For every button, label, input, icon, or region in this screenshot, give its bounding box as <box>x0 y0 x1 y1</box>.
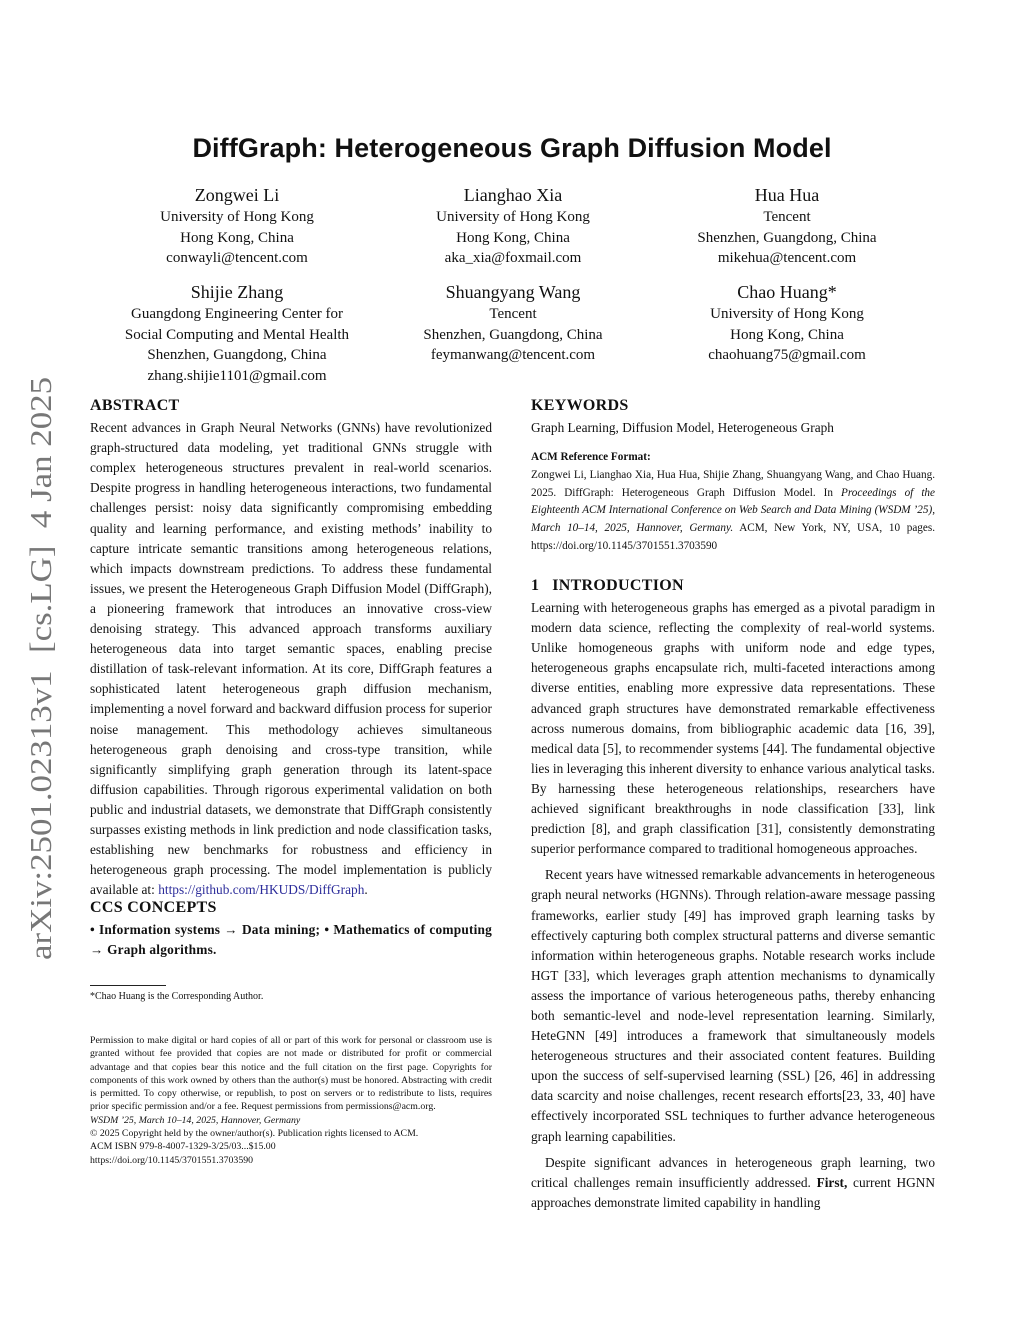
author-affiliation: University of Hong Kong <box>710 306 864 322</box>
introduction-heading: 1 INTRODUCTION <box>531 577 684 594</box>
author-location: Hong Kong, China <box>730 326 844 343</box>
author-block <box>627 183 947 269</box>
author-name: Hua Hua <box>754 185 820 205</box>
acm-reference-text <box>531 467 935 556</box>
footnote-rule <box>90 985 166 986</box>
author-block <box>77 280 397 386</box>
abstract-heading: ABSTRACT <box>90 397 180 414</box>
venue-line: WSDM ’25, March 10–14, 2025, Hannover, Germany <box>90 1114 301 1126</box>
acm-reference-section <box>531 449 935 556</box>
copyright-line: © 2025 Copyright held by the owner/author(s). Publication rights licensed to ACM. <box>90 1128 419 1140</box>
author-email: conwayli@tencent.com <box>166 250 308 266</box>
intro-paragraph: Learning with heterogeneous graphs has emerged as a pivotal paradigm in modern data science, reflecting the complexity of real-world systems. Unlike homogeneous graphs with uniform node and edge types, heterogeneous graphs encapsulate rich, multi-faceted interactions among diverse entities, enabling more expressive data representations. These advanced graph structures have demonstrated remarkable effectiveness across numerous domains, from bibliographic academic data [16, 39], medical data [5], to recommender systems [44]. The fundamental objective lies in leveraging this inherent diversity to enhance various analytical tasks. By harnessing these heterogeneous relationships, researchers have achieved significant breakthroughs in node classification [33], link prediction [8], and graph classification [31], consistently demonstrating superior performance compared to traditional homogeneous approaches. <box>531 600 935 857</box>
doi-line: https://doi.org/10.1145/3701551.3703590 <box>90 1154 254 1166</box>
abstract-body: Recent advances in Graph Neural Networks (GNNs) have revolutionized graph-structured data modeling, yet traditional GNNs struggle with complex heterogeneous structures prevalent in real-world scenarios. Despite progress in handling heterogeneous interactions, two fundamental challenges persist: noisy data significantly compromising embedding quality and learning performance, and existing methods’ inability to capture intricate semantic transitions among heterogeneous relations, which impacts downstream predictions. To address these fundamental issues, we present the Heterogeneous Graph Diffusion Model (DiffGraph), a pioneering framework that introduces an innovative cross-view denoising strategy. This advanced approach transforms auxiliary heterogeneous data into target semantic spaces, enabling precise distillation of task-relevant information. At its core, DiffGraph features a sophisticated latent heterogeneous graph diffusion mechanism, implementing a novel forward and backward diffusion process for superior noise management. This methodology achieves simultaneous heterogeneous graph denoising and cross-type transition, while significantly simplifying graph generation through its latent-space diffusion capabilities. Through rigorous experimental validation on both public and industrial datasets, we demonstrate that DiffGraph consistently surpasses existing methods in link prediction and node classification tasks, establishing new benchmarks for robustness and efficiency in heterogeneous graph processing. The model implementation is publicly available at: <box>90 420 492 898</box>
author-block <box>353 280 673 366</box>
author-name: Zongwei Li <box>194 185 280 205</box>
intro-p3-lead: Despite significant advances in heterogeneous graph learning, two critical challenges remain insufficiently addressed. <box>531 1154 935 1190</box>
author-email: zhang.shijie1101@gmail.com <box>147 367 327 384</box>
keywords-text: Graph Learning, Diffusion Model, Heterogeneous Graph <box>531 420 834 436</box>
author-location: Hong Kong, China <box>180 229 294 246</box>
paper-title: DiffGraph: Heterogeneous Graph Diffusion Model <box>192 133 832 163</box>
intro-p3-bold: First, <box>816 1174 848 1190</box>
abstract-end: . <box>364 882 368 898</box>
author-block <box>77 183 397 269</box>
acm-reference-authors: Zongwei Li, Lianghao Xia, Hua Hua, Shijie Zhang, Shuangyang Wang, and Chao Huang. 2025. DiffGraph: Heterogeneous Graph Diffusion Model. In <box>531 468 935 499</box>
intro-p3-tail: current HGNN approaches demonstrate limited capability in handling <box>531 1174 936 1210</box>
intro-paragraph: Recent years have witnessed remarkable advancements in heterogeneous graph neural networks (HGNNs). Through relation-aware message passing frameworks, earlier study [49] has improved graph learning tasks by effectively capturing both complex structural patterns and diverse semantic information within heterogeneous graphs. Notable research works include HGT [33], which leverages graph attention mechanisms to dynamically assess the importance of various heterogeneous paths, thereby enhancing both semantic-level and node-level representation learning. Similarly, HeteGNN [49] introduces a framework that simultaneously models heterogeneous structures and their associated content features. Building upon the success of self-supervised learning (SSL) [26, 46] in addressing data scarcity and noise challenges, recent research efforts[23, 33, 40] have effectively incorporated SSL techniques to further advance heterogeneous graph learning capabilities. <box>531 867 935 1144</box>
author-affiliation: Tencent <box>489 306 537 322</box>
author-name: Lianghao Xia <box>463 185 563 205</box>
author-affiliation: Tencent <box>763 209 811 225</box>
acm-reference-heading: ACM Reference Format: <box>531 451 651 463</box>
author-affiliation: University of Hong Kong <box>436 209 590 225</box>
arxiv-identifier-text: arXiv:2501.02313v1 [cs.LG] 4 Jan 2025 <box>23 441 58 960</box>
author-location: Hong Kong, China <box>456 229 570 246</box>
introduction-section <box>531 576 935 1213</box>
author-email: feymanwang@tencent.com <box>430 347 596 363</box>
author-affiliation: Social Computing and Mental Health <box>124 326 350 343</box>
author-email: chaohuang75@gmail.com <box>708 347 866 363</box>
acm-reference-tail: ACM, New York, NY, USA, 10 pages. https://doi.org/10.1145/3701551.3703590 <box>531 522 936 552</box>
author-name: Shijie Zhang <box>190 282 284 302</box>
abstract-section <box>90 396 492 900</box>
isbn-line: ACM ISBN 979-8-4007-1329-3/25/03...$15.00 <box>90 1141 276 1153</box>
acm-reference-proceedings: Proceedings of the Eighteenth ACM International Conference on Web Search and Data Mining (WSDM ’25), March 10–14, 2025, Hannover, Germany. <box>531 486 935 535</box>
author-block <box>353 183 673 269</box>
author-affiliation: Guangdong Engineering Center for <box>130 306 344 322</box>
footnote: *Chao Huang is the Corresponding Author. <box>90 991 264 1002</box>
keywords-heading: KEYWORDS <box>531 397 629 414</box>
author-location: Shenzhen, Guangdong, China <box>147 347 327 363</box>
author-block <box>627 280 947 366</box>
code-link[interactable]: https://github.com/HKUDS/DiffGraph <box>158 882 365 898</box>
ccs-text: • Information systems → Data mining; • Mathematics of computing → Graph algorithms. <box>90 922 492 958</box>
intro-paragraph <box>531 1153 935 1213</box>
author-email: mikehua@tencent.com <box>717 250 857 266</box>
abstract-text <box>90 418 492 900</box>
arxiv-identifier-stamp <box>15 375 63 960</box>
permission-block <box>90 1034 492 1167</box>
permission-text: Permission to make digital or hard copies of all or part of this work for personal or classroom use is granted without fee provided that copies are not made or distributed for profit or commercial advantage and that copies bear this notice and the full citation on the first page. Copyrights for components of this work owned by others than the author(s) must be honored. Abstracting with credit is permitted. To copy otherwise, or republish, to post on servers or to redistribute to lists, requires prior specific permission and/or a fee. Request permissions from permissions@acm.org. <box>90 1035 492 1113</box>
author-name: Chao Huang* <box>737 282 837 302</box>
author-name: Shuangyang Wang <box>445 282 581 302</box>
ccs-section <box>90 898 492 960</box>
author-email: aka_xia@foxmail.com <box>444 250 582 266</box>
author-affiliation: University of Hong Kong <box>160 209 314 225</box>
author-location: Shenzhen, Guangdong, China <box>697 229 877 246</box>
keywords-section <box>531 396 935 438</box>
author-location: Shenzhen, Guangdong, China <box>423 326 603 343</box>
ccs-heading: CCS CONCEPTS <box>90 899 217 916</box>
